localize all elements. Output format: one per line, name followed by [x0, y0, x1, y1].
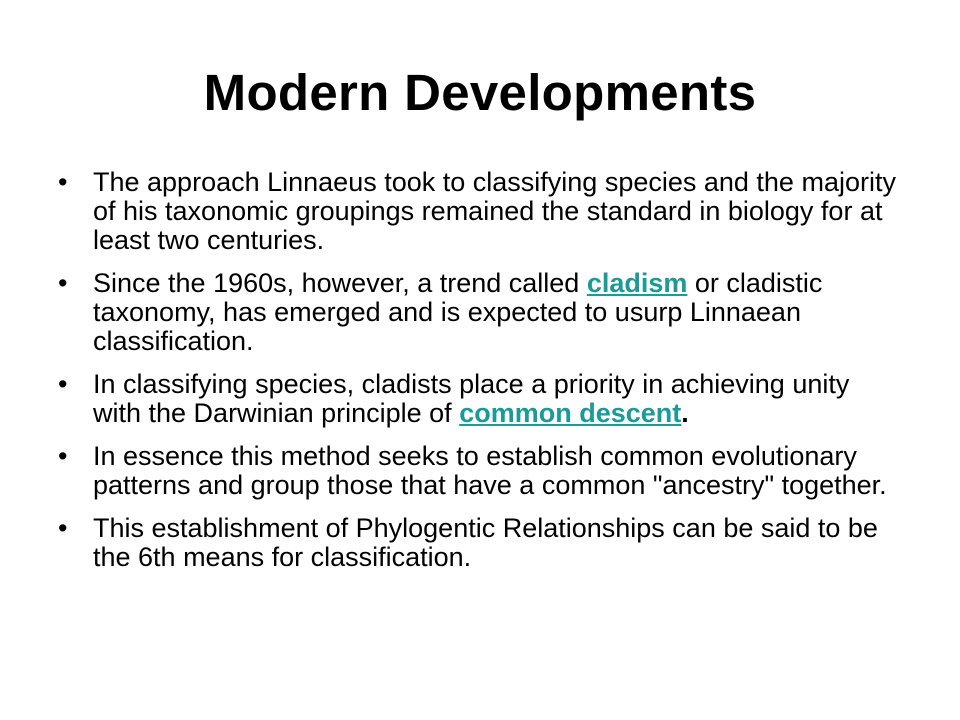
common-descent-link[interactable]: common descent [459, 398, 682, 428]
bullet-text-after: or cladistic taxonomy, has emerged and is expected to usurp Linnaean classification. [93, 268, 823, 356]
bullet-text: In essence this method seeks to establish common evolutionary patterns and group those that have a common "ancestry" together. [93, 441, 887, 500]
bullet-icon: • [58, 369, 68, 399]
bullet-text-before: Since the 1960s, however, a trend called [93, 268, 587, 298]
bullet-item [58, 269, 898, 356]
bullet-text: This establishment of Phylogentic Relationships can be said to be the 6th means for classification. [93, 513, 878, 572]
bullet-item [58, 514, 898, 572]
bullet-icon: • [58, 167, 68, 197]
bullet-text-before: In classifying species, cladists place a priority in achieving unity with the Darwinian principle of [93, 369, 850, 428]
bullet-item [58, 370, 898, 428]
bullet-list [58, 168, 898, 586]
bullet-text-after: . [681, 398, 689, 428]
cladism-link[interactable]: cladism [586, 268, 688, 298]
bullet-item [58, 168, 898, 255]
bullet-icon: • [58, 441, 68, 471]
bullet-text: The approach Linnaeus took to classifying species and the majority of his taxonomic groupings remained the standard in biology for at least two centuries. [93, 167, 896, 255]
bullet-item [58, 442, 898, 500]
slide-title: Modern Developments [203, 64, 757, 121]
bullet-icon: • [58, 513, 68, 543]
bullet-icon: • [58, 268, 68, 298]
